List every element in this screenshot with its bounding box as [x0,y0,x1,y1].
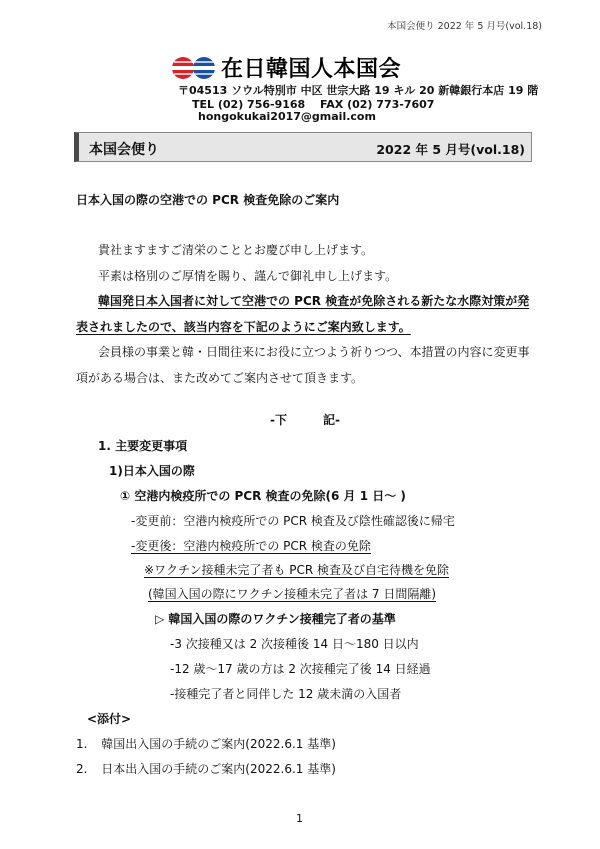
section-1-title: 1. 主要変更事項 [98,439,188,453]
banner-title: 本国会便り [89,142,159,158]
vaccine-note-1: ※ワクチン接種未完了者も PCR 検査及び自宅待機を免除 [144,563,450,577]
notice-heading: 日本入国の際の空港での PCR 検査免除のご案内 [76,193,340,207]
attachments-label: <添付> [87,712,132,726]
org-logo-row [171,52,401,83]
highlight-line-1: 韓国発日本入国者に対して空港での PCR 検査が免除される新たな水際対策が発 [98,294,530,308]
org-logo-icon [171,56,217,80]
closing-line-2: 項がある場合は、また改めてご案内させて頂きます。 [76,371,364,385]
banner-issue: 2022 年 5 月号(vol.18) [376,142,525,157]
highlight-line-2: 表されましたので、該当内容を下記のようにご案内致します。 [76,320,411,334]
attachment-number: 2. [76,762,88,776]
criteria-item: -3 次接種又は 2 次接種後 14 日～180 日以内 [170,637,419,651]
page-number: 1 [296,812,303,825]
attachment-item [76,760,336,777]
attachment-item [76,735,336,752]
org-name: 在日韓国人本国会 [221,57,402,82]
org-phone-fax: TEL (02) 756-9168 FAX (02) 773-7607 [192,98,435,111]
criteria-title: ▷ 韓国入国の際のワクチン接種完了者の基準 [155,612,396,626]
criteria-item: -12 歳～17 歳の方は 2 次接種完了後 14 日経過 [170,662,431,676]
greeting-line-2: 平素は格別のご厚情を賜り、謹んで御礼申し上げます。 [98,269,398,283]
attachment-text: 韓国出入国の手続のご案内(2022.6.1 基準) [101,737,336,751]
subsection-1-title: 1)日本入国の際 [109,464,195,478]
attachment-number: 1. [76,737,88,751]
org-email: hongokukai2017@gmail.com [198,110,376,123]
attachment-text: 日本出入国の手続のご案内(2022.6.1 基準) [101,762,336,776]
change-after: -変更後：空港内検疫所での PCR 検査の免除 [131,539,371,553]
change-before: -変更前：空港内検疫所での PCR 検査及び陰性確認後に帰宅 [131,514,455,528]
item-1-title: ① 空港内検疫所での PCR 検査の免除(6 月 1 日～ ) [120,489,406,503]
org-address: 〒04513 ソウル特別市 中区 世宗大路 19 キル 20 新韓銀行本店 19 階 [178,84,539,97]
criteria-item: -接種完了者と同伴した 12 歳未満の入国者 [170,687,402,701]
ki-label: -下 記- [270,413,340,427]
closing-line-1: 会員様の事業と韓・日間往来にお役に立つよう祈りつつ、本措置の内容に変更事 [98,345,530,359]
running-header: 本国会便り 2022 年 5 月号(vol.18) [387,21,542,32]
vaccine-note-2: (韓国入国の際にワクチン接種未完了者は 7 日間隔離) [148,587,437,601]
greeting-line-1: 貴社ますますご清栄のこととお慶び申し上げます。 [98,243,374,257]
newsletter-banner [74,132,532,162]
